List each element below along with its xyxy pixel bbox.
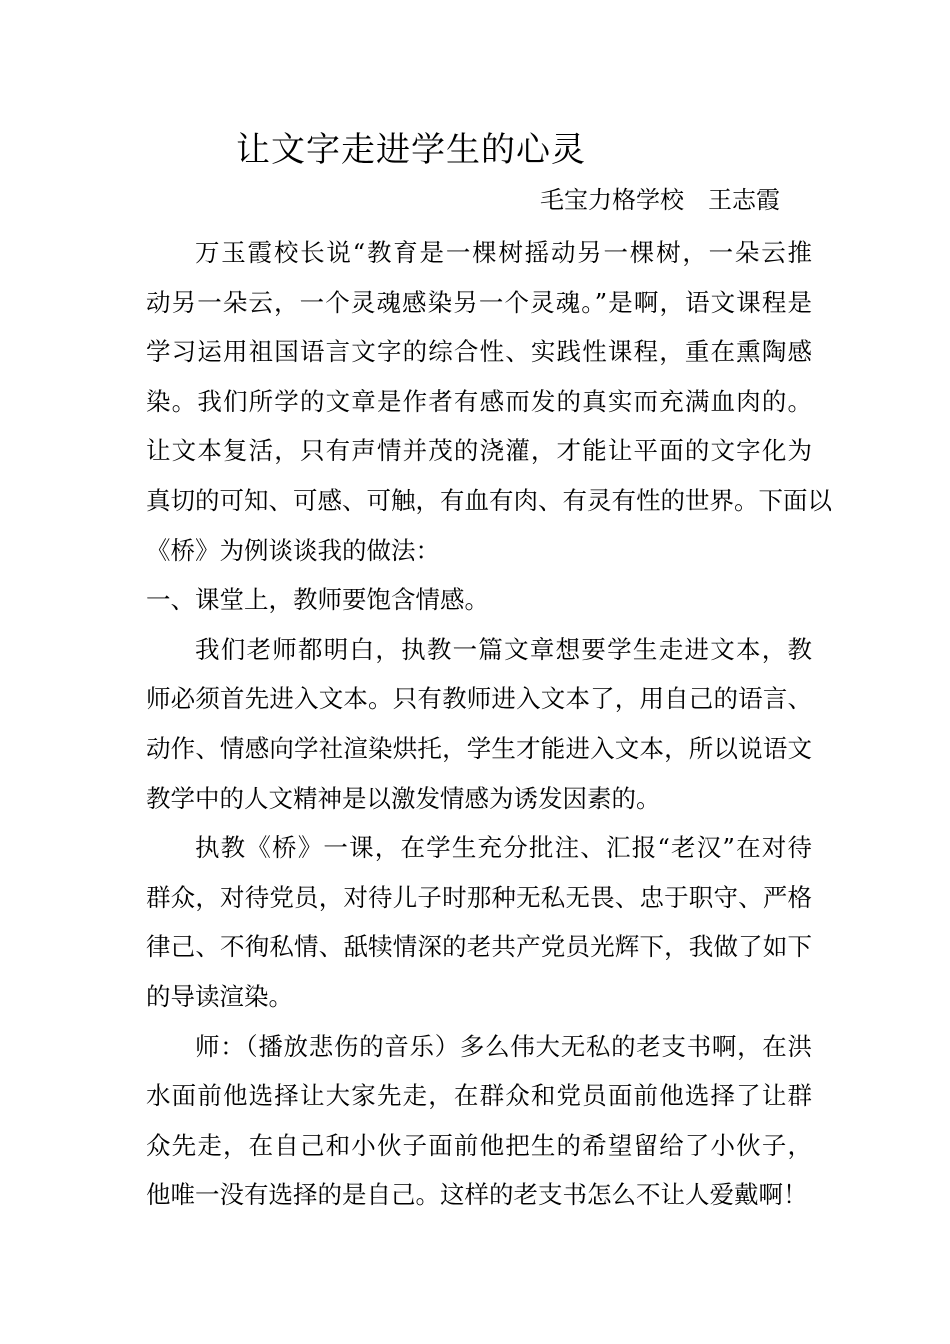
- body-line: 《桥》为例谈谈我的做法：: [146, 535, 440, 565]
- body-line: 师必须首先进入文本。只有教师进入文本了，用自己的语言、: [146, 684, 812, 714]
- body-line: 万玉霞校长说“教育是一棵树摇动另一棵树，一朵云推: [195, 238, 812, 267]
- document-title: 让文字走进学生的心灵: [236, 130, 586, 170]
- body-line: 教学中的人文精神是以激发情感为诱发因素的。: [146, 783, 661, 813]
- body-line: 水面前他选择让大家先走，在群众和党员面前他选择了让群: [146, 1081, 812, 1111]
- body-line: 众先走，在自己和小伙子面前他把生的希望留给了小伙子，: [146, 1130, 812, 1160]
- body-line: 染。我们所学的文章是作者有感而发的真实而充满血肉的。: [146, 386, 812, 416]
- body-line: 学习运用祖国语言文字的综合性、实践性课程，重在熏陶感: [146, 337, 812, 367]
- section-heading: 一、课堂上，教师要饱含情感。: [146, 585, 489, 615]
- body-line: 律己、不徇私情、舐犊情深的老共产党员光辉下，我做了如下: [146, 932, 812, 962]
- body-line: 动另一朵云，一个灵魂感染另一个灵魂。”是啊，语文课程是: [146, 287, 812, 317]
- document-body: [146, 228, 832, 1220]
- body-line: 师：（播放悲伤的音乐）多么伟大无私的老支书啊，在洪: [195, 1031, 812, 1061]
- body-line: 让文本复活，只有声情并茂的浇灌，才能让平面的文字化为: [146, 436, 812, 466]
- body-line: 真切的可知、可感、可触，有血有肉、有灵有性的世界。下面以: [146, 485, 832, 515]
- body-line: 的导读渲染。: [146, 981, 293, 1011]
- body-line: 执教《桥》一课，在学生充分批注、汇报“老汉”在对待: [195, 833, 812, 863]
- body-line: 他唯一没有选择的是自己。这样的老支书怎么不让人爱戴啊！: [146, 1180, 808, 1210]
- author-byline: 毛宝力格学校 王志霞: [540, 186, 780, 214]
- body-line: 动作、情感向学社渲染烘托，学生才能进入文本，所以说语文: [146, 733, 812, 763]
- body-line: 我们老师都明白，执教一篇文章想要学生走进文本，教: [195, 634, 812, 664]
- body-line: 群众，对待党员，对待儿子时那种无私无畏、忠于职守、严格: [146, 882, 812, 912]
